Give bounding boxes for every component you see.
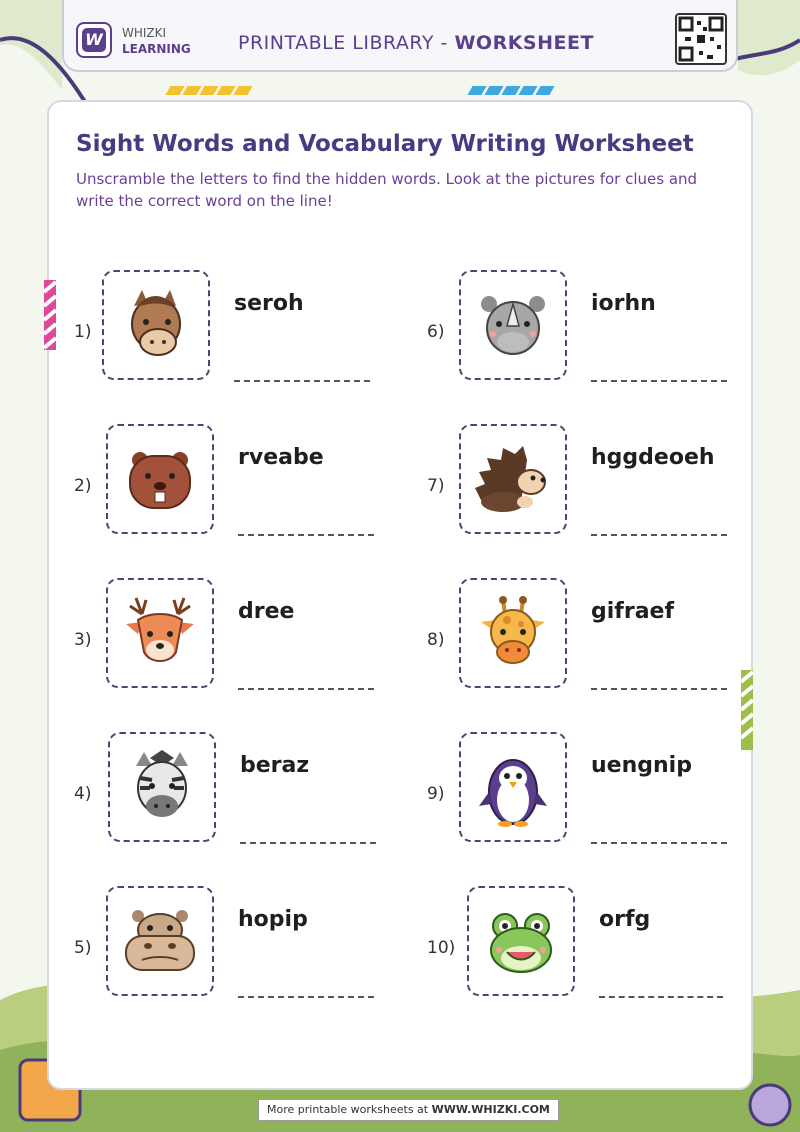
exercise-item-4 bbox=[74, 732, 414, 852]
exercise-item-6 bbox=[427, 270, 767, 390]
yellow-stripe-decor bbox=[168, 80, 253, 90]
item-number: 3) bbox=[74, 630, 92, 650]
answer-line[interactable] bbox=[591, 380, 727, 382]
penguin-icon bbox=[473, 748, 553, 828]
picture-frame bbox=[108, 732, 216, 842]
item-number: 5) bbox=[74, 938, 92, 958]
answer-line[interactable] bbox=[238, 996, 374, 998]
exercise-item-9 bbox=[427, 732, 767, 852]
pink-stripe-decor bbox=[44, 280, 58, 350]
picture-frame bbox=[459, 578, 567, 688]
scrambled-word: rveabe bbox=[238, 445, 324, 470]
item-number: 4) bbox=[74, 784, 92, 804]
logo-mark: W bbox=[82, 28, 106, 52]
beaver-icon bbox=[120, 440, 200, 520]
scrambled-word: hopip bbox=[238, 907, 308, 932]
picture-frame bbox=[459, 424, 567, 534]
item-number: 10) bbox=[427, 938, 456, 958]
hedgehog-icon bbox=[473, 440, 553, 520]
answer-line[interactable] bbox=[591, 688, 727, 690]
picture-frame bbox=[459, 270, 567, 380]
scrambled-word: gifraef bbox=[591, 599, 675, 624]
footer-site: WWW.WHIZKI.COM bbox=[431, 1103, 550, 1116]
scrambled-word: orfg bbox=[599, 907, 651, 932]
answer-line[interactable] bbox=[591, 534, 727, 536]
header-title-prefix: PRINTABLE LIBRARY - bbox=[238, 32, 455, 54]
brand-line-1: WHIZKI bbox=[122, 26, 167, 40]
picture-frame bbox=[106, 424, 214, 534]
scrambled-word: hggdeoeh bbox=[591, 445, 715, 470]
exercise-item-7 bbox=[427, 424, 767, 544]
blue-stripe-decor bbox=[470, 80, 555, 90]
exercise-item-3 bbox=[74, 578, 414, 698]
answer-line[interactable] bbox=[591, 842, 727, 844]
exercise-item-2 bbox=[74, 424, 414, 544]
picture-frame bbox=[459, 732, 567, 842]
rhino-icon bbox=[473, 286, 553, 366]
worksheet-instructions: Unscramble the letters to find the hidden words. Look at the pictures for clues and write the correct word on the line! bbox=[76, 170, 698, 210]
footer-link[interactable] bbox=[258, 1099, 559, 1121]
hippo-icon bbox=[120, 902, 200, 982]
exercise-item-1 bbox=[74, 270, 414, 390]
whizki-logo bbox=[76, 22, 112, 58]
item-number: 2) bbox=[74, 476, 92, 496]
scrambled-word: iorhn bbox=[591, 291, 656, 316]
worksheet-title: Sight Words and Vocabulary Writing Worksheet bbox=[76, 131, 694, 157]
header-title bbox=[238, 32, 594, 54]
picture-frame bbox=[467, 886, 575, 996]
exercise-item-5 bbox=[74, 886, 414, 1006]
picture-frame bbox=[106, 578, 214, 688]
exercise-item-8 bbox=[427, 578, 767, 698]
scrambled-word: uengnip bbox=[591, 753, 692, 778]
item-number: 8) bbox=[427, 630, 445, 650]
footer-text: More printable worksheets at bbox=[267, 1103, 432, 1116]
header-title-emph: WORKSHEET bbox=[454, 32, 594, 54]
giraffe-icon bbox=[473, 594, 553, 674]
scrambled-word: seroh bbox=[234, 291, 304, 316]
qr-code bbox=[675, 13, 727, 65]
scrambled-word: dree bbox=[238, 599, 295, 624]
answer-line[interactable] bbox=[599, 996, 723, 998]
picture-frame bbox=[106, 886, 214, 996]
item-number: 7) bbox=[427, 476, 445, 496]
answer-line[interactable] bbox=[240, 842, 376, 844]
brand-line-2: LEARNING bbox=[122, 42, 191, 56]
item-number: 6) bbox=[427, 322, 445, 342]
scrambled-word: beraz bbox=[240, 753, 310, 778]
item-number: 1) bbox=[74, 322, 92, 342]
deer-icon bbox=[120, 594, 200, 674]
picture-frame bbox=[102, 270, 210, 380]
answer-line[interactable] bbox=[238, 688, 374, 690]
zebra-icon bbox=[122, 748, 202, 828]
horse-icon bbox=[116, 286, 196, 366]
item-number: 9) bbox=[427, 784, 445, 804]
exercise-item-10 bbox=[427, 886, 767, 1006]
answer-line[interactable] bbox=[238, 534, 374, 536]
frog-icon bbox=[481, 902, 561, 982]
answer-line[interactable] bbox=[234, 380, 370, 382]
